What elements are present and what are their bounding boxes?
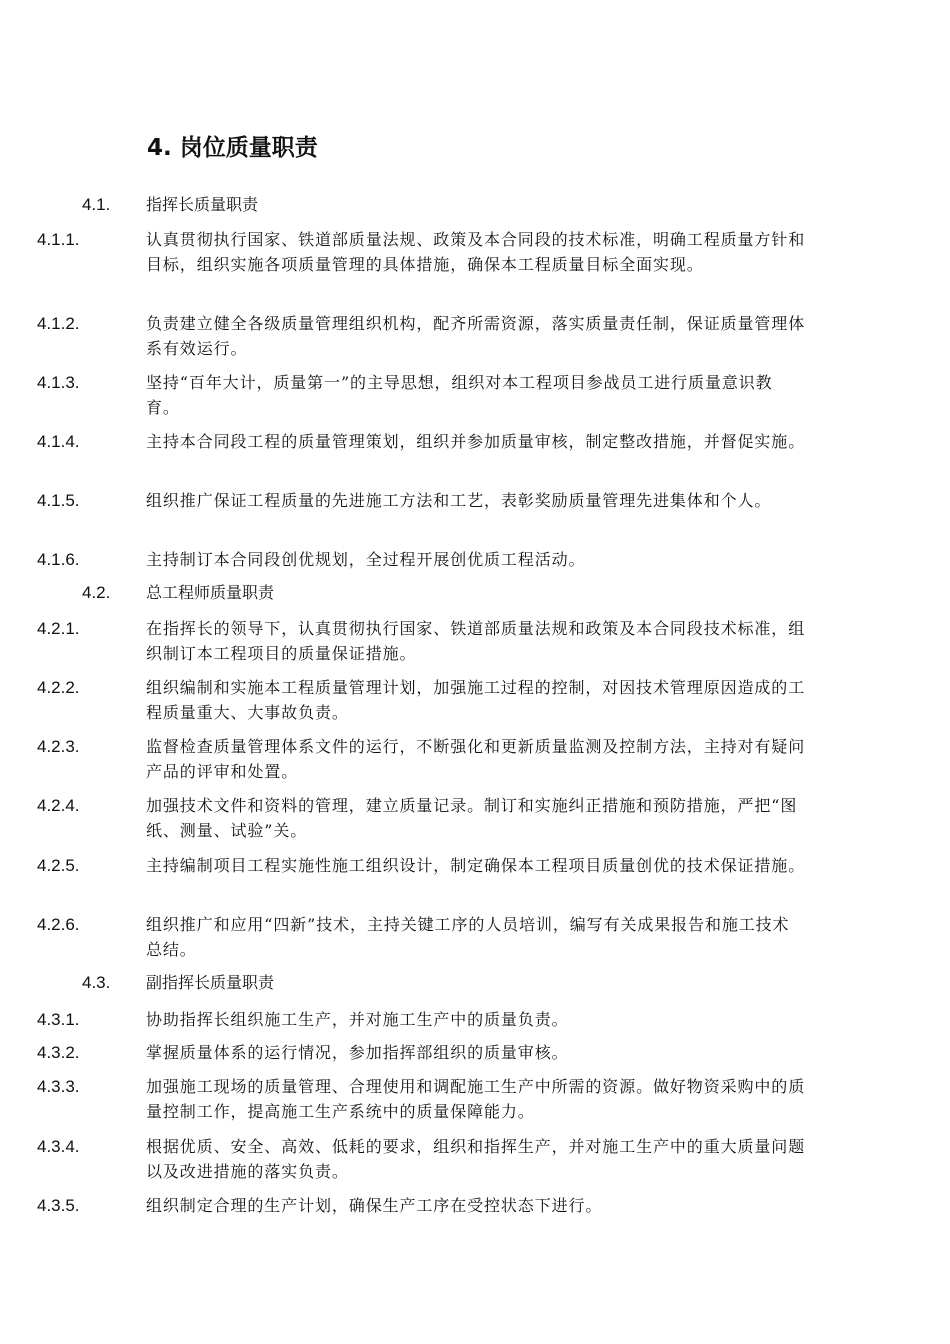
item-text: 主持编制项目工程实施性施工组织设计，制定确保本工程项目质量创优的技术保证措施。: [146, 856, 806, 875]
item-text: 在指挥长的领导下，认真贯彻执行国家、铁道部质量法规和政策及本合同段技术标准，组织制订本工程项目的质量保证措施。: [146, 619, 806, 663]
item-number: 4.2.6.: [37, 915, 80, 934]
subsection-number: 4.2.: [82, 583, 111, 602]
item-number: 4.3.3.: [37, 1077, 80, 1096]
item-text: 加强技术文件和资料的管理，建立质量记录。制订和实施纠正措施和预防措施，严把“图纸、测量、试验”关。: [146, 796, 798, 840]
item-number: 4.1.3.: [37, 373, 80, 392]
item-text: 掌握质量体系的运行情况，参加指挥部组织的质量审核。: [146, 1043, 569, 1062]
item-number: 4.3.5.: [37, 1196, 80, 1215]
subsection-heading-4-1: [0, 192, 900, 218]
item-number: 4.2.4.: [37, 796, 80, 815]
item-text: 根据优质、安全、高效、低耗的要求，组织和指挥生产，并对施工生产中的重大质量问题以及改进措施的落实负责。: [146, 1137, 806, 1181]
item-number: 4.1.5.: [37, 491, 80, 510]
item-text: 加强施工现场的质量管理、合理使用和调配施工生产中所需的资源。做好物资采购中的质量控制工作，提高施工生产系统中的质量保障能力。: [146, 1077, 806, 1121]
item-number: 4.1.2.: [37, 314, 80, 333]
subsection-number: 4.3.: [82, 973, 111, 992]
item-text: 协助指挥长组织施工生产，并对施工生产中的质量负责。: [146, 1010, 569, 1029]
item-number: 4.3.1.: [37, 1010, 80, 1029]
item-number: 4.2.3.: [37, 737, 80, 756]
item-number: 4.3.4.: [37, 1137, 80, 1156]
item-text: 主持制订本合同段创优规划，全过程开展创优质工程活动。: [146, 550, 586, 569]
subsection-heading-4-2: [0, 580, 900, 606]
item-text: 组织推广和应用“四新”技术，主持关键工序的人员培训，编写有关成果报告和施工技术总结。: [146, 915, 790, 959]
item-number: 4.2.1.: [37, 619, 80, 638]
item-text: 组织推广保证工程质量的先进施工方法和工艺，表彰奖励质量管理先进集体和个人。: [146, 491, 772, 510]
subsection-heading-4-3: [0, 970, 900, 996]
item-text: 监督检查质量管理体系文件的运行，不断强化和更新质量监测及控制方法，主持对有疑问产品的评审和处置。: [146, 737, 806, 781]
item-number: 4.2.2.: [37, 678, 80, 697]
item-text: 组织制定合理的生产计划，确保生产工序在受控状态下进行。: [146, 1196, 603, 1215]
section-title: 4. 岗位质量职责: [147, 135, 318, 161]
item-number: 4.3.2.: [37, 1043, 80, 1062]
subsection-label: 副指挥长质量职责: [146, 973, 275, 992]
item-number: 4.1.4.: [37, 432, 80, 451]
subsection-label: 指挥长质量职责: [146, 195, 259, 214]
subsection-label: 总工程师质量职责: [146, 583, 275, 602]
item-number: 4.1.1.: [37, 230, 80, 249]
item-number: 4.1.6.: [37, 550, 80, 569]
item-text: 负责建立健全各级质量管理组织机构，配齐所需资源，落实质量责任制，保证质量管理体系有效运行。: [146, 314, 806, 358]
item-text: 坚持“百年大计，质量第一”的主导思想，组织对本工程项目参战员工进行质量意识教育。: [146, 373, 773, 417]
item-text: 主持本合同段工程的质量管理策划，组织并参加质量审核，制定整改措施，并督促实施。: [146, 432, 806, 451]
item-number: 4.2.5.: [37, 856, 80, 875]
item-text: 认真贯彻执行国家、铁道部质量法规、政策及本合同段的技术标准，明确工程质量方针和目标，组织实施各项质量管理的具体措施，确保本工程质量目标全面实现。: [146, 230, 806, 274]
subsection-number: 4.1.: [82, 195, 111, 214]
item-text: 组织编制和实施本工程质量管理计划，加强施工过程的控制，对因技术管理原因造成的工程质量重大、大事故负责。: [146, 678, 806, 722]
